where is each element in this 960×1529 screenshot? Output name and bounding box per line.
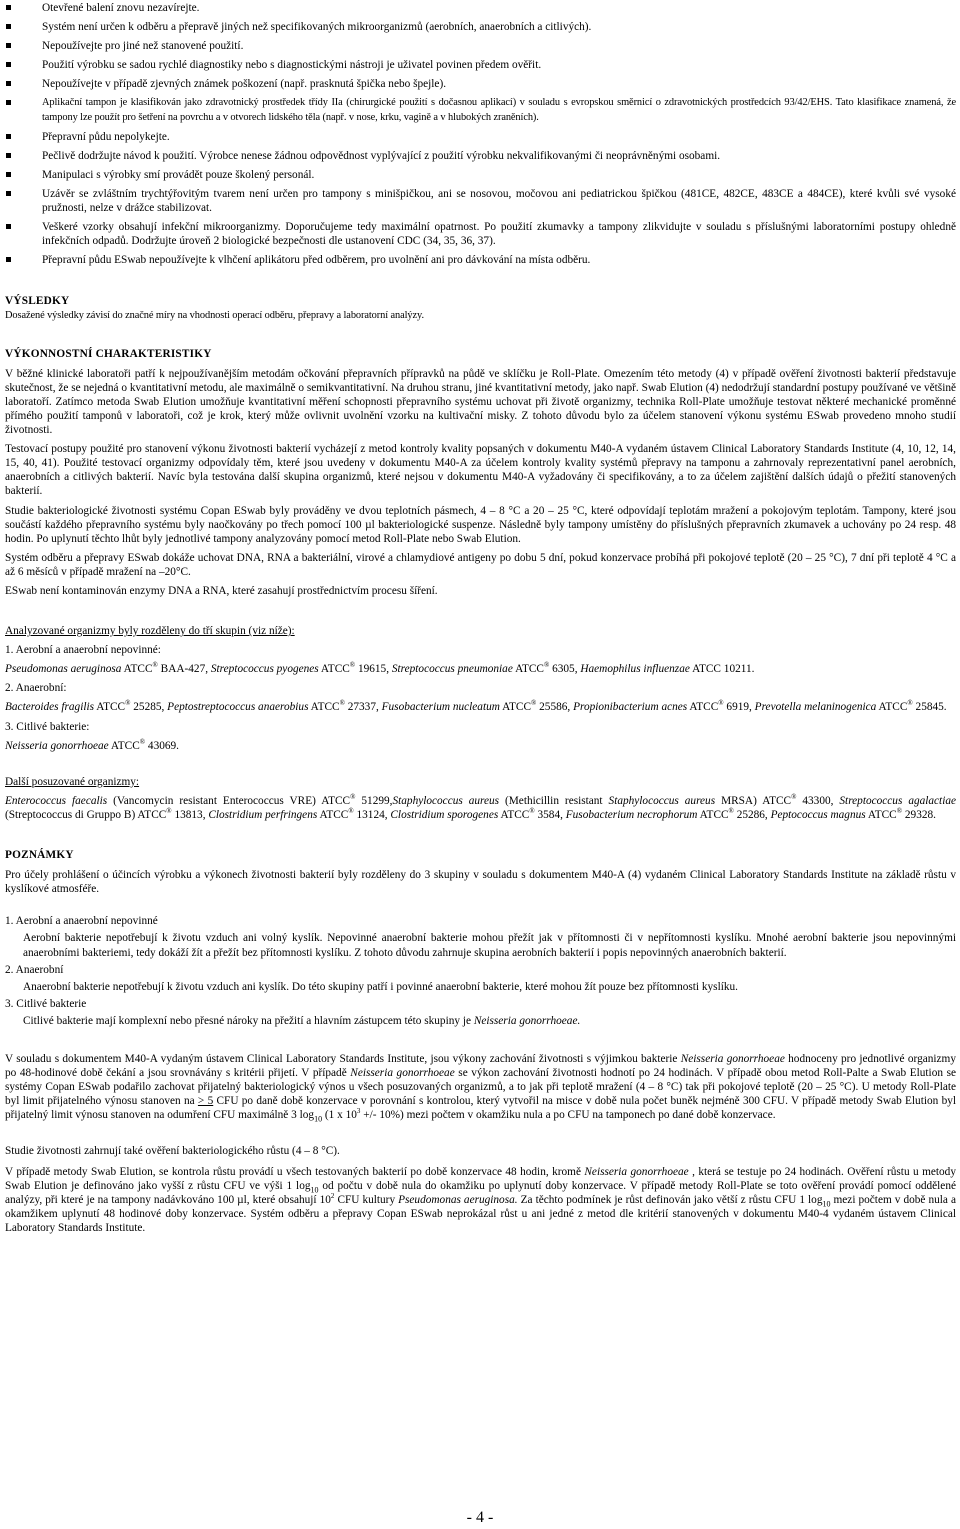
vysledky-text: Dosažené výsledky závisí do značné míry na vhodnosti operací odběru, přepravy a laboratorní analýzy. [5, 309, 424, 321]
bullet-icon [6, 191, 11, 196]
organisms-title: Analyzované organizmy byly rozděleny do tří skupin (viz níže): [5, 625, 295, 638]
note-2-title: 2. Anaerobní [5, 963, 64, 976]
list-item: Manipulaci s výrobky smí provádět pouze školený personál. [5, 168, 956, 182]
bullet-icon [6, 257, 11, 262]
mu-symbol: µ [365, 518, 372, 531]
poznamky-paragraph-2: Studie životnosti zahrnují také ověření bakteriologického růstu (4 – 8 °C). [5, 1145, 340, 1158]
vykon-paragraph-1: V běžné klinické laboratoři patří k nejpoužívanějším metodám očkování přepravních přípravků na půdě ve sklíčku je Roll-Plate. Omezením této metody (4) v případě ověření životnosti bakterií představuje skutečnost, že se nejedná o kvantitativní metodu, ale maximálně o semikvantitativní. Na druhou stranu, jiné kvantitativní metody, jako např. Swab Elution (4) nedodržují standardní postupy používané ve většině laboratoří. Zatímco metoda Swab Elution umožňuje kvantitativní měření schopnosti přepravního systému uchovat při životě organizmy, technika Roll-Plate umožňuje testovat některé mechanické proměnné přímého použití tamponů v laboratoři, což je krok, který může ovlivnit uvolnění vzorku na kultivační misky. Z tohoto důvodu bylo za účelem stanovení výkonu systému ESwab provedeno mnoho studií životnosti. [5, 367, 956, 437]
note-3-title: 3. Citlivé bakterie [5, 997, 87, 1010]
document-page [5, 0, 956, 1235]
group-3-list: Neisseria gonorrhoeae ATCC® 43069. [5, 737, 179, 752]
group-1-list: Pseudomonas aeruginosa ATCC® BAA-427, Streptococcus pyogenes ATCC® 19615, Streptococcus pneumoniae ATCC® 6305, Haemophilus influenzae ATCC 10211. [5, 661, 755, 676]
list-item: Nepoužívejte v případě zjevných známek poškození (např. prasknutá špička nebo špejle). [5, 77, 956, 91]
group-1-label: 1. Aerobní a anaerobní nepovinné: [5, 644, 161, 657]
bullet-icon [6, 153, 11, 158]
list-item: Veškeré vzorky obsahují infekční mikroorganizmy. Doporučujeme tedy maximální opatrnost. Po použití zkumavky a tampony zlikvidujte v souladu s příslušnými laboratorními postupy ohledně infekčních odpadů. Dodržujte úroveň 2 biologické bezpečnosti dle ustanovení CDC (34, 35, 36, 37). [5, 220, 956, 248]
list-item: Pečlivě dodržujte návod k použití. Výrobce nenese žádnou odpovědnost vyplývající z použití výrobku nekvalifikovanými či neoprávněnými osobami. [5, 149, 956, 163]
note-3-text: Citlivé bakterie mají komplexní nebo přesné nároky na přežití a hlavním zástupcem této skupiny je Neisseria gonorrhoeae. [23, 1014, 581, 1027]
section-heading-vysledky: VÝSLEDKY [5, 295, 70, 308]
poznamky-intro: Pro účely prohlášení o účincích výrobku a výkonech životnosti bakterií byly rozděleny do 3 skupiny v souladu s dokumentem M40-A (4) vydaném Clinical Laboratory Standards Institute na základě růstu v kyslíkové atmosféře. [5, 869, 956, 896]
list-item: Uzávěr se zvláštním trychtýřovitým tvarem není určen pro tampony s minišpičkou, ani se nosovou, močovou ani pediatrickou špičkou (481CE, 482CE, 483CE a 484CE), které kvůli své vysoké pružnosti, nelze v drážce stabilizovat. [5, 187, 956, 215]
other-organisms-list: Enterococcus faecalis (Vancomycin resistant Enterococcus VRE) ATCC® 51299,Staphylococcus aureus (Methicillin resistant Staphylococcus aureus MRSA) ATCC® 43300, Streptococcus agalactiae (Streptococcus di Gruppo B) ATCC® 13813, Clostridium perfringens ATCC® 13124, Clostridium sporogenes ATCC® 3584, Fusobacterium necrophorum ATCC® 25286, Peptococcus magnus ATCC® 29328. [5, 793, 957, 821]
bullet-icon [6, 81, 11, 86]
vykon-paragraph-5: ESwab není kontaminován enzymy DNA a RNA, které zasahují prostřednictvím procesu šíření. [5, 585, 438, 597]
note-2-text: Anaerobní bakterie nepotřebují k životu vzduch ani kyslík. Do této skupiny patří i povinné anaerobní bakterie, které mohou žít pouze bez přítomnosti kyslíku. [23, 980, 738, 993]
list-item: Systém není určen k odběru a přepravě jiných než specifikovaných mikroorganizmů (aerobních, anaerobních a citlivých). [5, 20, 956, 34]
vykon-paragraph-2: Testovací postupy použité pro stanovení výkonu životnosti bakterií vycházejí z metod kontroly kvality popsaných v dokumentu M40-A vydaném ústavem Clinical Laboratory Standards Institute (4, 10, 12, 14, 15, 40, 41). Použité testovací organizmy odpovídaly těm, které jsou uvedeny v dokumentu M40-A za účelem kontroly kvality systémů přepravy na tamponu a zahrnovaly reprezentativní panel aerobních, anaerobních a citlivých bakterií. Navíc byla testována další skupina organizmů, které nejsou v dokumentu M40-A vyžadovány či specifikovány, a to za účelem zajištění dalších údajů o přežití stanovených bakterií. [5, 443, 956, 498]
poznamky-paragraph-1: V souladu s dokumentem M40-A vydaným ústavem Clinical Laboratory Standards Institute, jsou výkony zachování životnosti s výjimkou bakterie Neisseria gonorrhoeae hodnoceny pro jednotlivé organizmy po 48-hodinové době čekání a jsou srovnávány s kritérii přijetí. V případě Neisseria gonorrhoeae se výkon zachování životnosti hodnotí po 24 hodinách. V případě obou metod Roll-Palte a Swab Elution se systémy Copan ESwab podařilo zachovat přijatelný bakteriologický výnos u všech posuzovaných organizmů, a to jak při teplotě mražení (4 – 8 °C) tak při pokojové teplotě (20 – 25 °C). U metody Roll-Plate byl limit přijatelného výnosu stanoven na > 5 CFU po daně době konzervace v porovnání s kontrolou, který vytvořil na misce v době nula počet buněk nejméně 300 CFU. V případě metody Swab Elution byl přijatelný limit výnosu stanoven na odumření CFU maximálně 3 $\log_{10} (1$ x $10^3$ +/- 10%) mezi počtem v okamžiku nula a po CFU na tamponech po dané době konzervace. [5, 1052, 957, 1124]
bullet-icon [6, 100, 11, 105]
group-2-label: 2. Anaerobní: [5, 682, 67, 695]
other-organisms-title: Další posuzované organizmy: [5, 775, 140, 788]
list-item: Přepravní půdu nepolykejte. [5, 130, 956, 144]
section-heading-poznamky: POZNÁMKY [5, 849, 74, 862]
bullet-icon [6, 43, 11, 48]
list-item: Otevřené balení znovu nezavírejte. [5, 1, 956, 15]
page-number: - 4 - [466, 1509, 494, 1526]
list-item: Použití výrobku se sadou rychlé diagnostiky nebo s diagnostickými nástroji je uživatel povinen předem ověřit. [5, 58, 956, 72]
bullet-icon [6, 5, 11, 10]
list-item: Přepravní půdu ESwab nepoužívejte k vlhčení aplikátoru před odběrem, pro uvolnění ani pro dávkování na místa odběru. [5, 253, 956, 267]
note-1-title: 1. Aerobní a anaerobní nepovinné [5, 915, 158, 928]
vykon-paragraph-4: Systém odběru a přepravy ESwab dokáže uchovat DNA, RNA a bakteriální, virové a chlamydiové antigeny po dobu 5 dní, pokud konzervace probíhá při pokojové teplotě (20 – 25 °C), 7 dní při teplotě 4 °C a až 6 měsíců v případě mražení na –20°C. [5, 551, 956, 578]
vykon-paragraph-3: Studie bakteriologické životnosti systému Copan ESwab byly prováděny ve dvou teplotních pásmech, 4 – 8 °C a 20 – 25 °C, které odpovídají teplotám mražení a pokojovým teplotám. Tampony, které jsou součástí každého přepravního systému byly naočkovány po třech pomocí 100 µl bakteriologické suspenze. Následně byly tampony umístěny do příslušných přepravních zkumavek a uchovány po 24 resp. 48 hodin. Po uplynutí těchto lhůt byly jednotlivé tampony analyzovány pomocí metod Roll-Plate nebo Swab Elution. [5, 504, 956, 545]
group-3-label: 3. Citlivé bakterie: [5, 720, 90, 733]
bullet-icon [6, 62, 11, 67]
bullet-icon [6, 134, 11, 139]
bullet-icon [6, 224, 11, 229]
bullet-icon [6, 172, 11, 177]
list-item: Aplikační tampon je klasifikován jako zdravotnický prostředek třídy IIa (chirurgické použití s dočasnou aplikací) v souladu s evropskou směrnicí o zdravotnických prostředcích 93/42/EHS. Tato klasifikace znamená, že tampony lze použít pro šetření na povrchu a v otvorech lidského těla (např. v nose, krku, vagině a v hlubokých zraněních). [5, 96, 956, 124]
list-item: Nepoužívejte pro jiné než stanovené použití. [5, 39, 956, 53]
note-1-text: Aerobní bakterie nepotřebují k životu vzduch ani volný kyslík. Nepovinné anaerobní bakterie mohou přežít jak v přítomnosti či v nepřítomnosti kyslíku. Mnohé aerobní bakterie jsou nepovinnými anaerobními bakteriemi, tedy dokáží žít a přežít bez přítomnosti kyslíku. Z tohoto důvodu zahrnuje skupina aerobních bakterií i popis nepovinných anaerobních bakterií. [23, 932, 956, 959]
warnings-list [5, 1, 956, 267]
section-heading-vykon: VÝKONNOSTNÍ CHARAKTERISTIKY [5, 347, 212, 360]
bullet-icon [6, 24, 11, 29]
group-2-list: Bacteroides fragilis ATCC® 25285, Peptostreptococcus anaerobius ATCC® 27337, Fusobacterium nucleatum ATCC® 25586, Propionibacterium acnes ATCC® 6919, Prevotella melaninogenica ATCC® 25845. [5, 699, 947, 714]
poznamky-paragraph-3: V případě metody Swab Elution, se kontrola růstu provádí u všech testovaných bakterií po době konzervace 48 hodin, kromě Neisseria gonorrhoeae , která se testuje po 24 hodinách. Ověření růstu u metody Swab Elution je definováno jako vyšší z růstu CFU ve výši 1 $\log_{10}$ od počtu v době nula do okamžiku po uplynutí doby konzervace. V případě metody Roll-Plate se toto ověření provádí pomocí oddělené analýzy, při které je na tampony nadávkováno 100 µl, které obsahují $10^2$ CFU kultury Pseudomonas aeruginosa. Za těchto podmínek je růst definován jako větší z růstu CFU 1 $\log_{10}$ mezi počtem v době nula a okamžikem uplynutí 48 hodinové doby konzervace. Systém odběru a přepravy Copan ESwab neprokázal růst u ani jedné z metod dle kritérií stanovených v dokumentu M40-4 vydaném ústavem Clinical Laboratory Standards Institute. [5, 1165, 956, 1234]
